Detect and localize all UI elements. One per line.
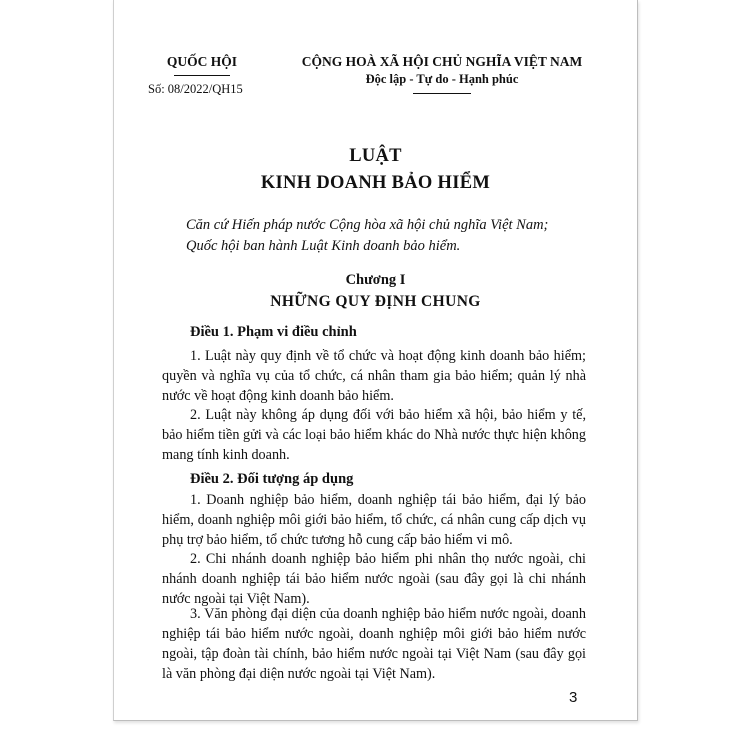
law-title-line1: LUẬT [349, 146, 402, 166]
article-1-paragraph-1: 1. Luật này quy định về tổ chức và hoạt động kinh doanh bảo hiểm; quyền và nghĩa vụ của tổ chức, cá nhân tham gia bảo hiểm; quản lý nhà nước về hoạt động kinh doanh bảo hiểm. [162, 348, 586, 404]
law-title-line2: KINH DOANH BẢO HIỂM [260, 173, 491, 193]
preamble-line1: Căn cứ Hiến pháp nước Cộng hòa xã hội chủ nghĩa Việt Nam; [186, 217, 549, 233]
preamble-line2: Quốc hội ban hành Luật Kinh doanh bảo hiểm. [186, 238, 461, 254]
article-1-paragraph-2: 2. Luật này không áp dụng đối với bảo hiểm xã hội, bảo hiểm y tế, bảo hiểm tiền gửi và các loại bảo hiểm khác do Nhà nước thực hiện không mang tính kinh doanh. [162, 407, 586, 463]
document-number: Số: 08/2022/QH15 [148, 82, 243, 96]
article-2-paragraph-2: 2. Chi nhánh doanh nghiệp bảo hiểm phi nhân thọ nước ngoài, chi nhánh doanh nghiệp tái bảo hiểm nước ngoài (sau đây gọi là chi nhánh nước ngoài tại Việt Nam). [162, 551, 586, 607]
national-motto: Độc lập - Tự do - Hạnh phúc [365, 72, 519, 86]
page-number: 3 [569, 689, 578, 706]
header-right [292, 54, 592, 94]
chapter-number: Chương I [345, 272, 406, 288]
article-2-paragraph-3: 3. Văn phòng đại diện của doanh nghiệp bảo hiểm nước ngoài, doanh nghiệp tái bảo hiểm nước ngoài, doanh nghiệp môi giới bảo hiểm nước ngoài, tập đoàn tài chính, bảo hiểm nước ngoài tại Việt Nam (sau đây gọi là văn phòng đại diện nước ngoài tại Việt Nam). [162, 606, 586, 682]
nation-name: CỘNG HOÀ XÃ HỘI CHỦ NGHĨA VIỆT NAM [301, 54, 583, 69]
header-right-divider [413, 93, 471, 94]
article-2-paragraph-1: 1. Doanh nghiệp bảo hiểm, doanh nghiệp tái bảo hiểm, đại lý bảo hiểm, doanh nghiệp môi giới bảo hiểm, tổ chức, cá nhân cung cấp dịch vụ phụ trợ bảo hiểm, tổ chức tương hỗ cung cấp bảo hiểm vi mô. [162, 492, 586, 548]
header-left-divider [174, 75, 230, 76]
article-1-heading: Điều 1. Phạm vi điều chỉnh [190, 324, 357, 340]
chapter-title: NHỮNG QUY ĐỊNH CHUNG [270, 293, 481, 310]
article-2-heading: Điều 2. Đối tượng áp dụng [190, 471, 354, 487]
organization-name: QUỐC HỘI [166, 54, 238, 69]
document-page [113, 0, 638, 721]
header-left [148, 54, 256, 97]
